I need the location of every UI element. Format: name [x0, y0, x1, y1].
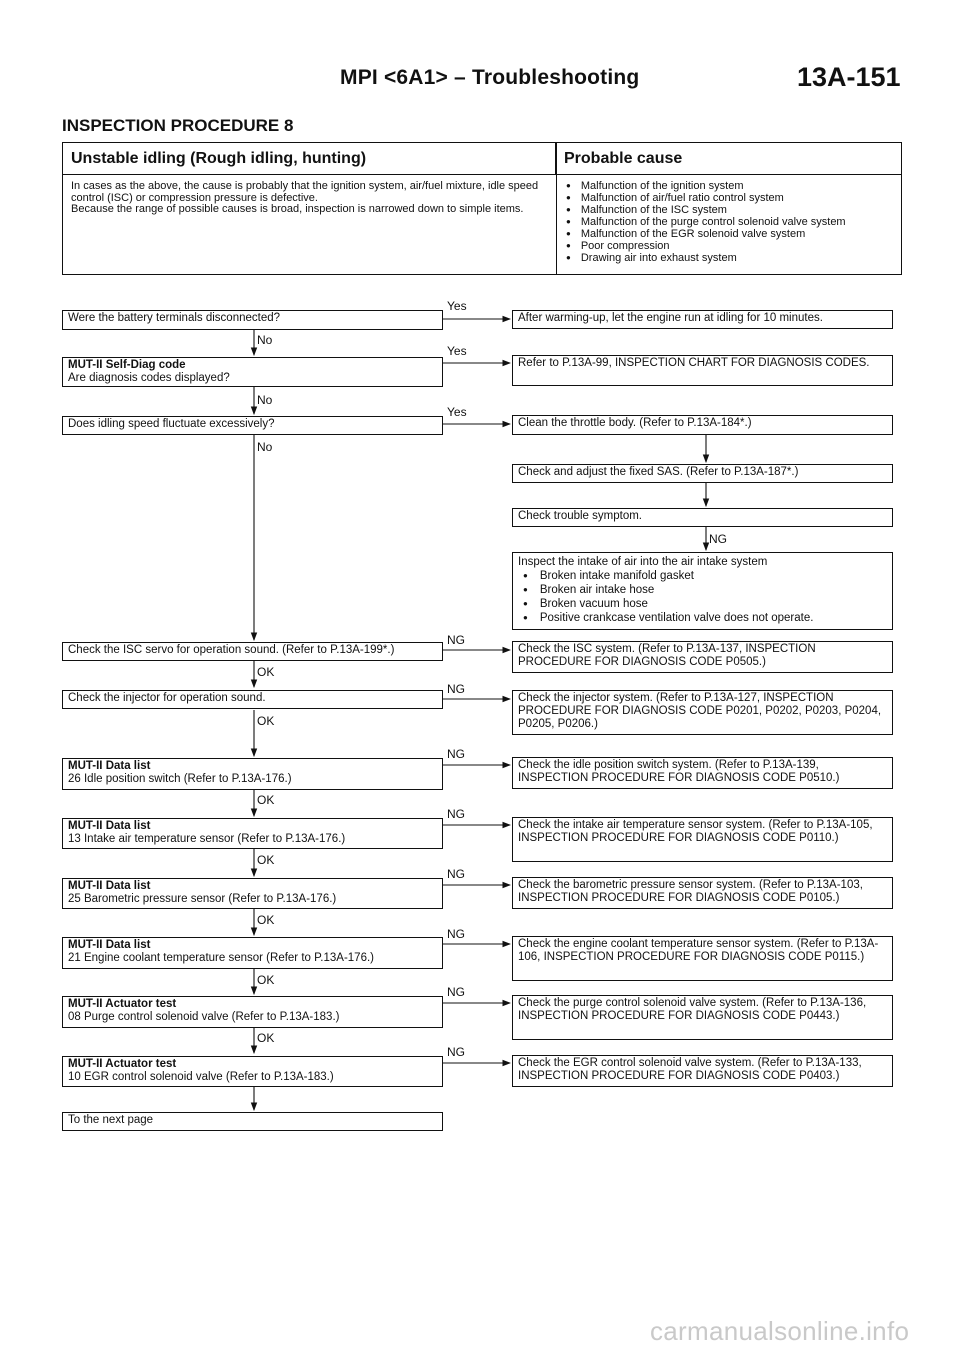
action-diagnosis-chart: [512, 355, 893, 386]
action-check-symptom: [512, 508, 893, 527]
intake-item: ● Positive crankcase ventilation valve does not operate.: [518, 611, 887, 625]
action-text: Check the injector system. (Refer to P.13A-127, INSPECTION PROCEDURE FOR DIAGNOSIS CODE P0201, P0202, P0203, P0204, P0205, P0206.): [518, 692, 882, 730]
watermark: carmanualsonline.info: [650, 1316, 910, 1346]
step-text: 10 EGR control solenoid valve (Refer to P.13A-183.): [68, 1071, 334, 1083]
step-intake-air-temp: [62, 818, 443, 849]
action-isc-system: [512, 641, 893, 673]
page-header-title: MPI <6A1> – Troubleshooting: [340, 66, 640, 89]
step-text: 26 Idle position switch (Refer to P.13A-176.): [68, 773, 292, 785]
branch-label-no: No: [257, 333, 273, 347]
cause-item: ● Malfunction of the ISC system: [566, 204, 901, 216]
branch-label-ng: NG: [447, 633, 465, 647]
action-text: Inspect the intake of air into the air intake system: [518, 556, 768, 568]
intake-item: ● Broken air intake hose: [518, 583, 887, 597]
branch-label-ng: NG: [447, 747, 465, 761]
action-idle-position-system: [512, 757, 893, 789]
action-text: Check the engine coolant temperature sensor system. (Refer to P.13A-106, INSPECTION PROCEDURE FOR DIAGNOSIS CODE P0115.): [518, 938, 879, 963]
branch-label-ng: NG: [447, 1045, 465, 1059]
cause-item: ● Malfunction of the ignition system: [566, 180, 901, 192]
step-title: MUT-II Data list: [68, 939, 151, 951]
action-text: Check and adjust the fixed SAS. (Refer to P.13A-187*.): [518, 466, 799, 478]
cause-header: Probable cause: [556, 143, 901, 175]
branch-label-ok: OK: [257, 665, 275, 679]
action-warm-up: [512, 310, 893, 329]
action-adjust-sas: [512, 464, 893, 483]
branch-label-ng: NG: [447, 682, 465, 696]
step-coolant-temp: [62, 937, 443, 969]
action-text: Check trouble symptom.: [518, 510, 642, 522]
branch-label-ng: NG: [447, 807, 465, 821]
branch-label-yes: Yes: [447, 299, 467, 313]
branch-label-yes: Yes: [447, 344, 467, 358]
action-purge-control-system: [512, 995, 893, 1040]
action-text: Refer to P.13A-99, INSPECTION CHART FOR DIAGNOSIS CODES.: [518, 357, 870, 369]
action-barometric-system: [512, 877, 893, 909]
step-text: 13 Intake air temperature sensor (Refer to P.13A-176.): [68, 833, 346, 845]
step-text: To the next page: [68, 1114, 154, 1126]
description-line-1: In cases as the above, the cause is probably that the ignition system, air/fuel mixture, idle speed control (ISC) or compression pressure is defective.: [71, 180, 539, 204]
branch-label-ng: NG: [709, 532, 727, 546]
step-title: MUT-II Data list: [68, 760, 151, 772]
action-text: Check the purge control solenoid valve system. (Refer to P.13A-136, INSPECTION PROCEDURE FOR DIAGNOSIS CODE P0443.): [518, 997, 867, 1022]
intake-item: ● Broken intake manifold gasket: [518, 569, 887, 583]
branch-label-ng: NG: [447, 985, 465, 999]
symptom-header: Unstable idling (Rough idling, hunting): [63, 143, 556, 175]
cause-item: ● Malfunction of the purge control solenoid valve system: [566, 216, 901, 228]
step-idle-position-switch: [62, 758, 443, 790]
branch-label-ok: OK: [257, 714, 275, 728]
step-egr-control: [62, 1056, 443, 1087]
action-text: Check the EGR control solenoid valve system. (Refer to P.13A-133, INSPECTION PROCEDURE FOR DIAGNOSIS CODE P0403.): [518, 1057, 862, 1082]
action-clean-throttle: [512, 415, 893, 435]
action-text: Clean the throttle body. (Refer to P.13A-184*.): [518, 417, 752, 429]
action-text: After warming-up, let the engine run at idling for 10 minutes.: [518, 312, 823, 324]
action-text: Check the ISC system. (Refer to P.13A-137, INSPECTION PROCEDURE FOR DIAGNOSIS CODE P0505.): [518, 643, 816, 668]
step-injector-sound: [62, 690, 443, 709]
branch-label-ng: NG: [447, 927, 465, 941]
description-line-2: Because the range of possible causes is broad, inspection is narrowed down to simple items.: [71, 203, 524, 215]
step-text: Does idling speed fluctuate excessively?: [68, 418, 275, 430]
step-text: 08 Purge control solenoid valve (Refer to P.13A-183.): [68, 1011, 340, 1023]
step-text: 25 Barometric pressure sensor (Refer to P.13A-176.): [68, 893, 337, 905]
cause-item: ● Malfunction of the EGR solenoid valve system: [566, 228, 901, 240]
cause-item: ● Poor compression: [566, 240, 901, 252]
cause-item: ● Drawing air into exhaust system: [566, 252, 901, 264]
action-inspect-air-intake: [512, 552, 893, 630]
step-title: MUT-II Data list: [68, 820, 151, 832]
branch-label-ok: OK: [257, 1031, 275, 1045]
step-text: Are diagnosis codes displayed?: [68, 372, 230, 384]
action-egr-system: [512, 1055, 893, 1087]
branch-label-no: No: [257, 393, 273, 407]
action-intake-air-temp-system: [512, 817, 893, 862]
step-battery-disconnected: [62, 310, 443, 330]
action-text: Check the barometric pressure sensor system. (Refer to P.13A-103, INSPECTION PROCEDURE FOR DIAGNOSIS CODE P0105.): [518, 879, 863, 904]
action-injector-system: [512, 690, 893, 735]
step-idling-fluctuate: [62, 416, 443, 435]
cause-item: ● Malfunction of air/fuel ratio control system: [566, 192, 901, 204]
step-self-diag: [62, 357, 443, 387]
page-number: 13A-151: [797, 62, 901, 92]
action-coolant-temp-system: [512, 936, 893, 981]
branch-label-ok: OK: [257, 853, 275, 867]
intake-item-list: [518, 569, 887, 625]
intake-item: ● Broken vacuum hose: [518, 597, 887, 611]
step-text: Check the injector for operation sound.: [68, 692, 266, 704]
branch-label-yes: Yes: [447, 405, 467, 419]
procedure-title: INSPECTION PROCEDURE 8: [62, 116, 294, 135]
branch-label-ok: OK: [257, 973, 275, 987]
branch-label-ng: NG: [447, 867, 465, 881]
step-title: MUT-II Actuator test: [68, 1058, 177, 1070]
branch-label-ok: OK: [257, 913, 275, 927]
branch-label-ok: OK: [257, 793, 275, 807]
branch-label-no: No: [257, 440, 273, 454]
step-title: MUT-II Self-Diag code: [68, 359, 186, 371]
step-barometric-pressure: [62, 878, 443, 909]
step-next-page: [62, 1112, 443, 1131]
step-purge-control: [62, 996, 443, 1028]
step-text: 21 Engine coolant temperature sensor (Refer to P.13A-176.): [68, 952, 374, 964]
step-title: MUT-II Actuator test: [68, 998, 177, 1010]
action-text: Check the idle position switch system. (Refer to P.13A-139, INSPECTION PROCEDURE FOR DIAGNOSIS CODE P0510.): [518, 759, 840, 784]
step-text: Check the ISC servo for operation sound. (Refer to P.13A-199*.): [68, 644, 395, 656]
step-isc-servo: [62, 642, 443, 661]
step-title: MUT-II Data list: [68, 880, 151, 892]
action-text: Check the intake air temperature sensor system. (Refer to P.13A-105, INSPECTION PROCEDURE FOR DIAGNOSIS CODE P0110.): [518, 819, 873, 844]
step-text: Were the battery terminals disconnected?: [68, 312, 281, 324]
